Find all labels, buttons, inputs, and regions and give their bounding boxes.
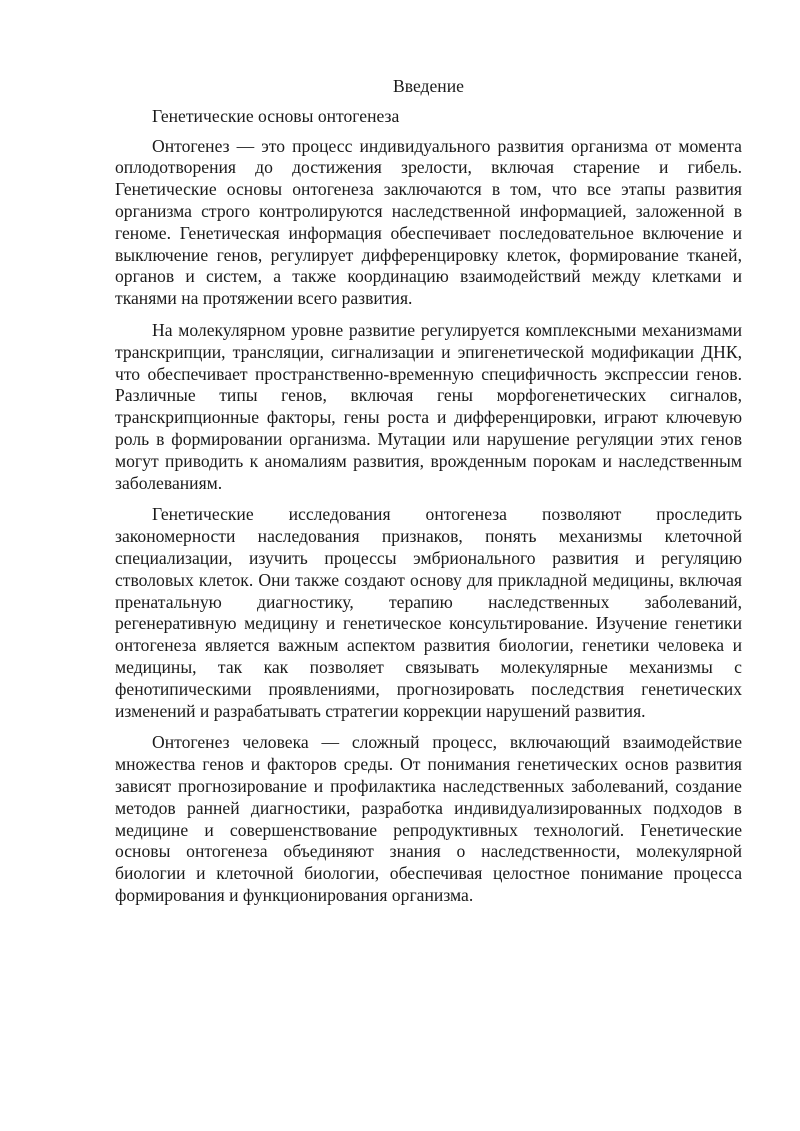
document-body bbox=[115, 76, 742, 917]
section-heading: Генетические основы онтогенеза bbox=[152, 105, 400, 126]
page-title: Введение bbox=[393, 76, 464, 96]
paragraph-1: Онтогенез — это процесс индивидуального развития организма от момента оплодотворения до достижения зрелости, включая старение и гибель. Генетические основы онтогенеза заключаются в том, что все этапы развития организма строго контролируются наследственной информацией, заложенной в геноме. Генетическая информация обеспечивает последовательное включение и выключение генов, регулирует дифференцировку клеток, формирование тканей, органов и систем, а также координацию взаимодействий между клетками и тканями на протяжении всего развития. bbox=[115, 135, 742, 309]
paragraph-2: На молекулярном уровне развитие регулируется комплексными механизмами транскрипции, трансляции, сигнализации и эпигенетической модификации ДНК, что обеспечивает пространственно-временную специфичность экспрессии генов. Различные типы генов, включая гены морфогенетических сигналов, транскрипционные факторы, гены роста и дифференцировки, играют ключевую роль в формировании организма. Мутации или нарушение регуляции этих генов могут приводить к аномалиям развития, врожденным порокам и наследственным заболеваниям. bbox=[115, 319, 742, 493]
paragraph-3: Генетические исследования онтогенеза позволяют проследить закономерности наследования признаков, понять механизмы клеточной специализации, изучить процессы эмбрионального развития и регуляцию стволовых клеток. Они также создают основу для прикладной медицины, включая пренатальную диагностику, терапию наследственных заболеваний, регенеративную медицину и генетическое консультирование. Изучение генетики онтогенеза является важным аспектом развития биологии, генетики человека и медицины, так как позволяет связывать молекулярные механизмы с фенотипическими проявлениями, прогнозировать последствия генетических изменений и разрабатывать стратегии коррекции нарушений развития. bbox=[115, 504, 742, 721]
paragraph-4: Онтогенез человека — сложный процесс, включающий взаимодействие множества генов и факторов среды. От понимания генетических основ развития зависят прогнозирование и профилактика наследственных заболеваний, создание методов ранней диагностики, разработка индивидуализированных подходов в медицине и совершенствование репродуктивных технологий. Генетические основы онтогенеза объединяют знания о наследственности, молекулярной биологии и клеточной биологии, обеспечивая целостное понимание процесса формирования и функционирования организма. bbox=[115, 732, 742, 905]
